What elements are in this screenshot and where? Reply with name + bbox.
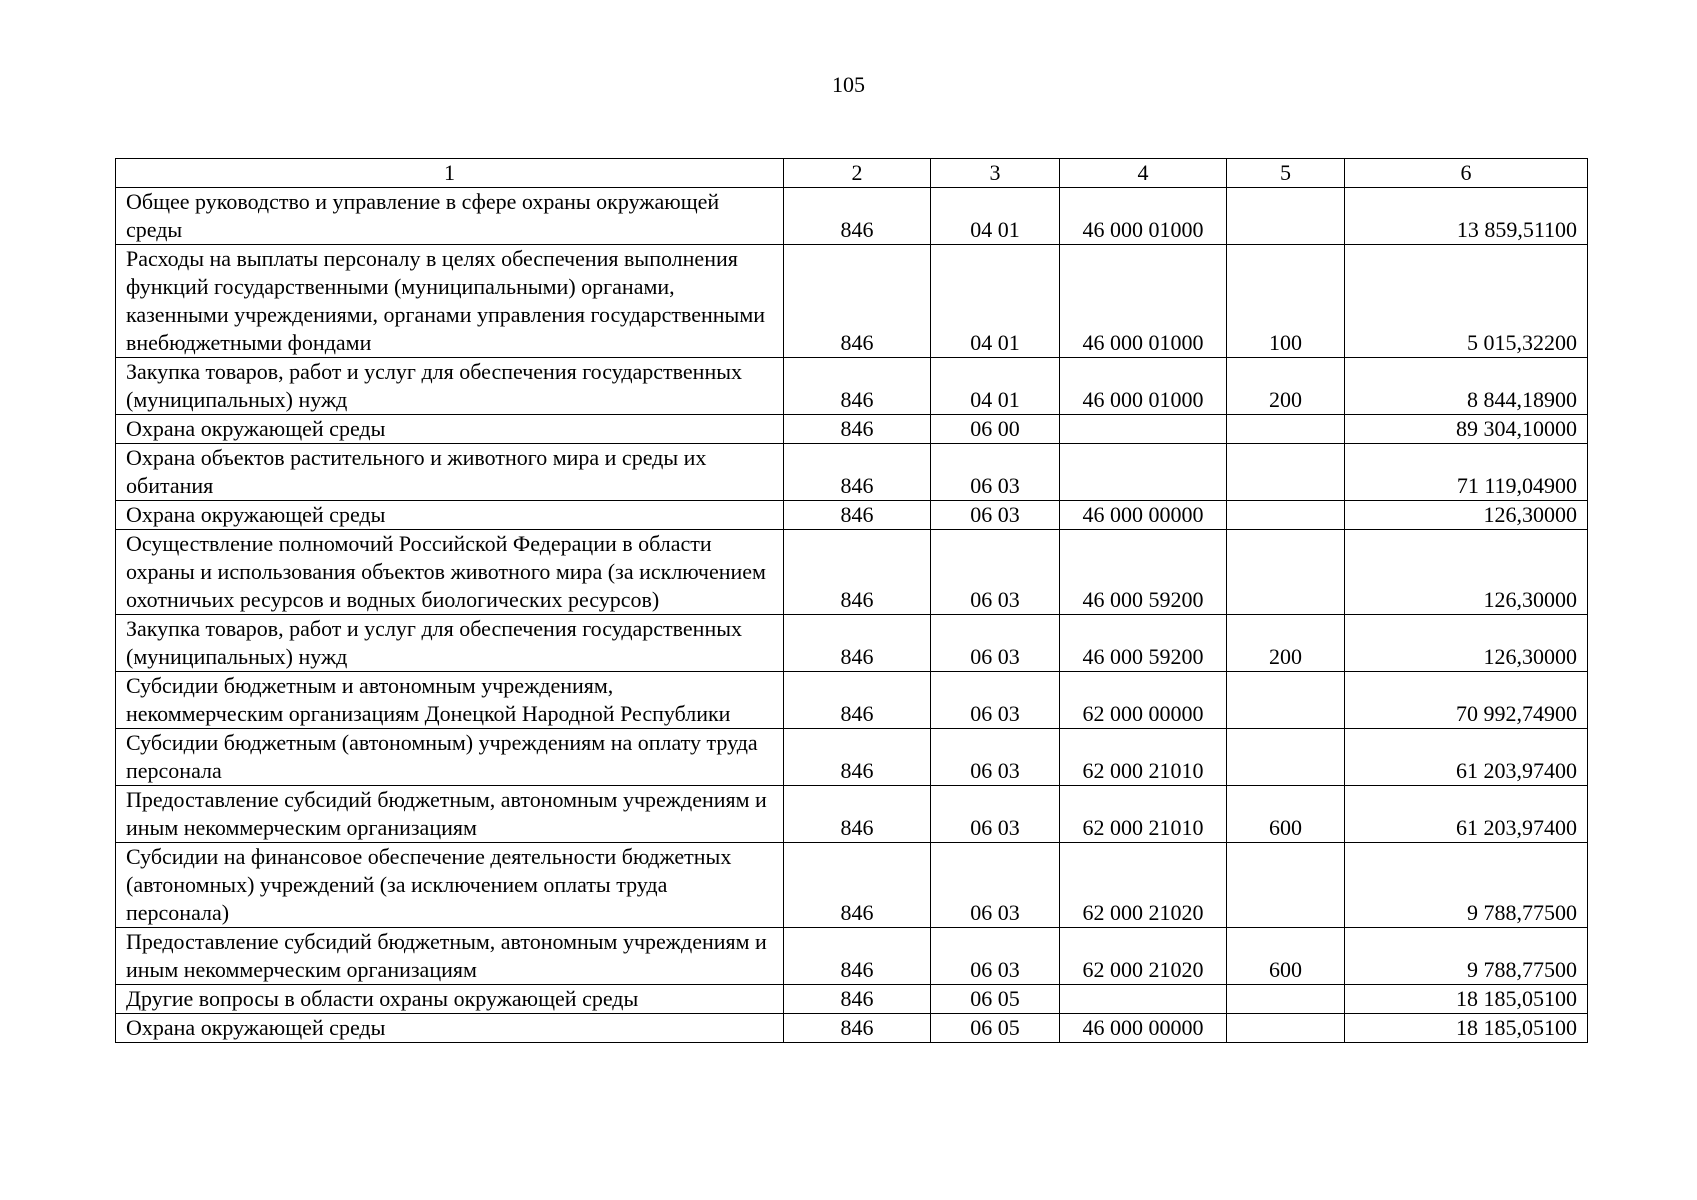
header-col-3: 3	[931, 159, 1060, 188]
header-col-2: 2	[784, 159, 931, 188]
row-name: Закупка товаров, работ и услуг для обеспечения государственных (муниципальных) нужд	[116, 358, 784, 415]
row-expense-type	[1227, 415, 1345, 444]
table-row	[116, 928, 1588, 985]
row-target-article: 46 000 59200	[1060, 615, 1227, 672]
row-expense-type	[1227, 672, 1345, 729]
row-name: Общее руководство и управление в сфере охраны окружающей среды	[116, 188, 784, 245]
table-row	[116, 501, 1588, 530]
table-header-row	[116, 159, 1588, 188]
row-section: 04 01	[931, 358, 1060, 415]
row-amount: 126,30000	[1345, 615, 1588, 672]
row-amount: 13 859,51100	[1345, 188, 1588, 245]
row-section: 06 03	[931, 501, 1060, 530]
row-amount: 126,30000	[1345, 530, 1588, 615]
row-code: 846	[784, 1014, 931, 1043]
row-section: 06 05	[931, 985, 1060, 1014]
row-code: 846	[784, 928, 931, 985]
row-code: 846	[784, 843, 931, 928]
row-expense-type	[1227, 444, 1345, 501]
row-code: 846	[784, 415, 931, 444]
row-section: 06 03	[931, 928, 1060, 985]
row-amount: 5 015,32200	[1345, 245, 1588, 358]
table-row	[116, 985, 1588, 1014]
row-section: 04 01	[931, 245, 1060, 358]
row-section: 04 01	[931, 188, 1060, 245]
row-name: Субсидии бюджетным (автономным) учреждениям на оплату труда персонала	[116, 729, 784, 786]
row-code: 846	[784, 985, 931, 1014]
row-section: 06 03	[931, 729, 1060, 786]
row-amount: 89 304,10000	[1345, 415, 1588, 444]
row-target-article: 46 000 01000	[1060, 188, 1227, 245]
row-target-article: 62 000 21010	[1060, 786, 1227, 843]
row-amount: 126,30000	[1345, 501, 1588, 530]
row-section: 06 03	[931, 672, 1060, 729]
row-amount: 9 788,77500	[1345, 928, 1588, 985]
row-code: 846	[784, 501, 931, 530]
row-code: 846	[784, 786, 931, 843]
row-expense-type: 100	[1227, 245, 1345, 358]
row-name: Охрана окружающей среды	[116, 1014, 784, 1043]
row-target-article: 62 000 21020	[1060, 928, 1227, 985]
row-code: 846	[784, 444, 931, 501]
row-name: Предоставление субсидий бюджетным, автономным учреждениям и иным некоммерческим организациям	[116, 928, 784, 985]
row-expense-type	[1227, 530, 1345, 615]
header-col-4: 4	[1060, 159, 1227, 188]
table-row	[116, 358, 1588, 415]
row-code: 846	[784, 245, 931, 358]
header-col-6: 6	[1345, 159, 1588, 188]
row-amount: 61 203,97400	[1345, 786, 1588, 843]
row-amount: 71 119,04900	[1345, 444, 1588, 501]
table-body	[116, 188, 1588, 1043]
row-expense-type	[1227, 188, 1345, 245]
table-row	[116, 843, 1588, 928]
row-target-article: 46 000 00000	[1060, 1014, 1227, 1043]
page-number: 105	[832, 72, 865, 97]
row-section: 06 03	[931, 786, 1060, 843]
row-amount: 8 844,18900	[1345, 358, 1588, 415]
row-target-article: 62 000 00000	[1060, 672, 1227, 729]
row-code: 846	[784, 530, 931, 615]
row-name: Закупка товаров, работ и услуг для обеспечения государственных (муниципальных) нужд	[116, 615, 784, 672]
header-col-1: 1	[116, 159, 784, 188]
row-name: Другие вопросы в области охраны окружающей среды	[116, 985, 784, 1014]
table-row	[116, 415, 1588, 444]
row-name: Расходы на выплаты персоналу в целях обеспечения выполнения функций государственными (муниципальными) органами, казенными учреждениями, органами управления государственными внебюджетными фондами	[116, 245, 784, 358]
row-target-article: 46 000 59200	[1060, 530, 1227, 615]
row-code: 846	[784, 672, 931, 729]
row-target-article: 62 000 21020	[1060, 843, 1227, 928]
row-expense-type: 200	[1227, 615, 1345, 672]
row-expense-type: 600	[1227, 786, 1345, 843]
row-section: 06 00	[931, 415, 1060, 444]
row-amount: 18 185,05100	[1345, 1014, 1588, 1043]
table-row	[116, 530, 1588, 615]
row-code: 846	[784, 188, 931, 245]
row-name: Субсидии бюджетным и автономным учреждениям, некоммерческим организациям Донецкой Народной Республики	[116, 672, 784, 729]
row-section: 06 03	[931, 444, 1060, 501]
row-name: Предоставление субсидий бюджетным, автономным учреждениям и иным некоммерческим организациям	[116, 786, 784, 843]
row-expense-type	[1227, 729, 1345, 786]
row-code: 846	[784, 358, 931, 415]
row-expense-type	[1227, 843, 1345, 928]
budget-table	[115, 158, 1588, 1043]
header-col-5: 5	[1227, 159, 1345, 188]
row-expense-type	[1227, 501, 1345, 530]
row-section: 06 03	[931, 530, 1060, 615]
row-target-article: 46 000 01000	[1060, 358, 1227, 415]
row-target-article	[1060, 985, 1227, 1014]
row-expense-type: 600	[1227, 928, 1345, 985]
row-target-article	[1060, 415, 1227, 444]
row-expense-type	[1227, 985, 1345, 1014]
row-expense-type	[1227, 1014, 1345, 1043]
row-amount: 70 992,74900	[1345, 672, 1588, 729]
row-section: 06 03	[931, 843, 1060, 928]
table-row	[116, 615, 1588, 672]
table-row	[116, 1014, 1588, 1043]
row-amount: 18 185,05100	[1345, 985, 1588, 1014]
row-name: Охрана окружающей среды	[116, 501, 784, 530]
row-expense-type: 200	[1227, 358, 1345, 415]
row-code: 846	[784, 615, 931, 672]
row-target-article: 62 000 21010	[1060, 729, 1227, 786]
row-section: 06 05	[931, 1014, 1060, 1043]
row-name: Осуществление полномочий Российской Федерации в области охраны и использования объектов животного мира (за исключением охотничьих ресурсов и водных биологических ресурсов)	[116, 530, 784, 615]
row-target-article: 46 000 01000	[1060, 245, 1227, 358]
row-section: 06 03	[931, 615, 1060, 672]
table-row	[116, 444, 1588, 501]
table-row	[116, 786, 1588, 843]
row-code: 846	[784, 729, 931, 786]
row-amount: 61 203,97400	[1345, 729, 1588, 786]
row-target-article: 46 000 00000	[1060, 501, 1227, 530]
table-row	[116, 245, 1588, 358]
row-amount: 9 788,77500	[1345, 843, 1588, 928]
row-name: Субсидии на финансовое обеспечение деятельности бюджетных (автономных) учреждений (за исключением оплаты труда персонала)	[116, 843, 784, 928]
row-name: Охрана окружающей среды	[116, 415, 784, 444]
row-target-article	[1060, 444, 1227, 501]
table-row	[116, 729, 1588, 786]
table-row	[116, 672, 1588, 729]
table-row	[116, 188, 1588, 245]
row-name: Охрана объектов растительного и животного мира и среды их обитания	[116, 444, 784, 501]
